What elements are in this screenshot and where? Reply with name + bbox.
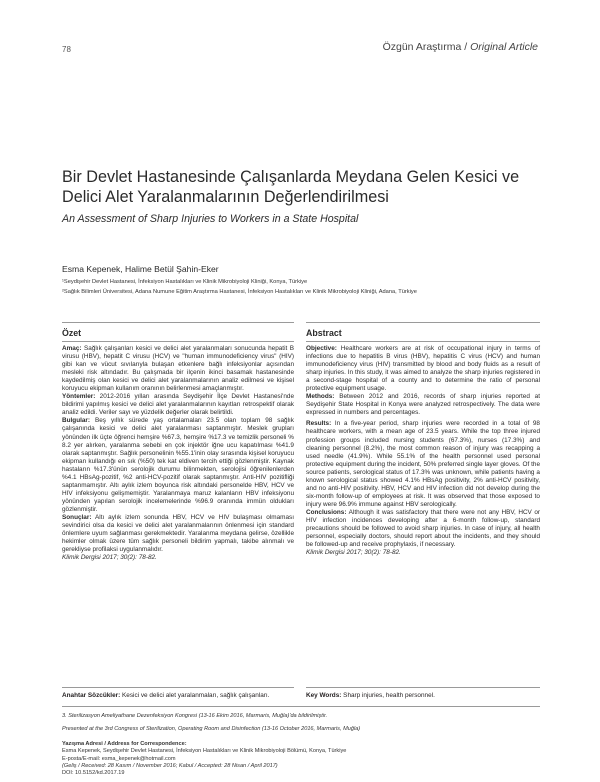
ozet-top-rule (62, 322, 294, 323)
section-text: Healthcare workers are at risk of occupational injury in terms of infections due to hepatitis B virus (HBV), hepatitis C virus (HCV) and human immunodeficiency virus (HIV) transmitted by blood and body fluids as a result of sharp injuries. In this study, it was aimed to analyze the sharp injuries registered in a second-stage hospital of a county and to determine the ratio of personal protective equipment usage. (306, 345, 540, 393)
ozet-body (62, 345, 294, 562)
section-label: Bulgular: (62, 417, 91, 425)
section-label: Results: (306, 420, 332, 428)
abstract-body (306, 345, 540, 557)
correspondence-address: Esma Kepenek, Seydişehir Devlet Hastanesi, İnfeksiyon Hastalıkları ve Klinik Mikrobiyoloji Bölümü, Konya, Türkiye (62, 748, 347, 755)
correspondence-email: E-posta/E-mail: esma_kepenek@hotmail.com (62, 755, 176, 762)
abstract-citation: Klimik Dergisi 2017; 30(2): 78-82. (306, 549, 401, 557)
section-text: Although it was satisfactory that there were not any HBV, HCV or HIV infection incidences developing after a 6-month follow-up, standard precautions should be followed to avoid sharp injuries. In case of injury, all health personnel, especially doctors, should report about the incidents, and they should be followed-up and receive prophylaxis, if necessary. (306, 508, 540, 549)
keywords-text: Sharp injuries, health personnel. (341, 692, 435, 699)
abstract-section-results (306, 420, 540, 509)
article-type-header (383, 41, 538, 53)
correspondence-block (62, 741, 542, 777)
ozet-citation: Klimik Dergisi 2017; 30(2): 78-82. (62, 554, 157, 562)
affiliation-1: ¹Seydişehir Devlet Hastanesi, İnfeksiyon Hastalıkları ve Klinik Mikrobiyoloji Kliniği, Konya, Türkiye (62, 279, 308, 285)
section-text: Sağlık çalışanları kesici ve delici alet yaralanmaları sonucunda hepatit B virusu (HBV), hepatit C virusu (HCV) ve "human immunodeficiency virus" (HIV) gibi kan ve vücut sıvılarıyla bulaşan etkenlere bağlı infeksiyonlar açısından mesleki risk altındadır. Bu çalışmada bir ilçenin ikinci basamak hastanesinde kaydedilmiş olan kesici ve delici alet yaralanmalarının analiz edilmesi ve kişisel koruyucu ekipman kullanım oranının belirlenmesi amaçlanmıştır. (62, 345, 294, 393)
ozet-section-objective (62, 345, 294, 393)
page-number: 78 (62, 45, 71, 54)
author-list: Esma Kepenek, Halime Betül Şahin-Eker (62, 264, 219, 274)
article-type-tr: Özgün Araştırma (382, 41, 462, 53)
abstract-keywords (306, 692, 540, 699)
section-label: Conclusions: (306, 508, 347, 516)
abstract-top-rule (306, 322, 540, 323)
article-type-en: Original Article (470, 41, 538, 53)
abstract-heading-rule (306, 341, 540, 342)
correspondence-label: Yazışma Adresi / Address for Correspondence: (62, 741, 187, 747)
section-text: Beş yıllık sürede yaş ortalamaları 23.5 olan toplam 98 sağlık çalışanında kesici ve delici alet yaralanması saptanmıştır. Meslek grupları yönünden ilk üçte öğrenci hemşire %67.3, hemşire %17.3 ve temizlik personeli % 8.2 yer alırken, yaralanma sebebi en çok injektör iğne ucu kapatılması %41.9 olarak saptanmıştır. Sağlık personelinin %55.1'inin olay sırasında kişisel koruyucu ekipman kullandığı en sık (%50) tek kat eldiven tercih ettiği gözlenmiştir. Kaynak hastaların %17.3'ünün serolojik durumu bilinmekten, serolojisi öğrenilenlerden %4.1 HBsAg-pozitif, %2 anti-HCV-pozitif olarak saptanmıştır. Anti-HIV pozitifliği saptanmamıştır. Altı aylık izlem boyunca risk altındaki personelde HBV, HCV ve HIV infeksiyonu gelişmemiştir. Yaralanmaya maruz kalanların HBV infeksiyonu yönünden yapılan serolojik incelemelerinde %96.9 oranında immün oldukları gözlenmiştir. (62, 417, 294, 513)
section-text: Altı aylık izlem sonunda HBV, HCV ve HIV bulaşması olmaması sevindirici olsa da kesici ve delici alet yaralanmalarının önlenmesi için standard önlemlere uyum sağlanması gerekmektedir. Yaralanma meydana gelirse, özellikle hekimler olmak üzere tüm sağlık personeli bildirim yapmalı, takibe alınmalı ve gerekliyse profilaksi uygulanmalıdır. (62, 513, 294, 554)
section-label: Methods: (306, 393, 335, 401)
abstract-section-conclusions (306, 509, 540, 549)
section-label: Yöntemler: (62, 393, 96, 401)
ozet-section-results (62, 417, 294, 514)
section-text: In a five-year period, sharp injuries were recorded in a total of 98 healthcare workers, with a mean age of 23.5 years. While the top three injured profession groups included nursing students (67.3%), nurses (17.3%) and cleaning personnel (8.2%), the most common reason of injury was recapping a used needle (41.9%). While 55.1% of the health personnel used personal protective equipment during the incident, 50% preferred single layer gloves. Of the source patients, serological status of 17.3% was unknown, while patients having a known serological status showed 4.1% HBsAg positivity, 2% anti-HCV positivity, and no anti-HIV positivity. HBV, HCV and HIV infection did not develop during the six-month follow-up of employees at risk. It was observed that those exposed to injury were 96.9% immune against HBV serologically. (306, 420, 540, 508)
footnote-tr: 3. Sterilizasyon Ameliyathane Dezenfeksiyon Kongresi (13-16 Ekim 2016, Marmaris, Muğla)'da bildirilmiştir. (62, 713, 328, 719)
section-text: 2012-2016 yılları arasında Seydişehir İlçe Devlet Hastanesi'nde bildirimi yapılmış kesici ve delici alet yaralanmalarının kayıtları retrospektif olarak analiz edildi. Veriler sayı ve yüzdelik değerler olarak belirtildi. (62, 393, 294, 417)
abstract-keywords-rule (306, 687, 540, 688)
keywords-text: Kesici ve delici alet yaralanmaları, sağlık çalışanları. (120, 692, 270, 699)
ozet-section-methods (62, 393, 294, 417)
section-text: Between 2012 and 2016, records of sharp injuries reported at Seydişehir State Hospital in Konya were analyzed retrospectively. The data were expressed in numbers and percentages. (306, 393, 540, 417)
abstract-section-objective (306, 345, 540, 393)
article-title: Bir Devlet Hastanesinde Çalışanlarda Meydana Gelen Kesici ve Delici Alet Yaralanmalarının Değerlendirilmesi (62, 168, 520, 206)
ozet-heading-rule (62, 341, 294, 342)
keywords-label: Key Words: (306, 692, 342, 699)
abstract-section-methods (306, 393, 540, 417)
ozet-keywords-rule (62, 687, 294, 688)
ozet-keywords (62, 692, 294, 699)
abstract-heading: Abstract (306, 328, 342, 338)
doi: DOI: 10.5152/kd.2017.19 (62, 770, 125, 777)
article-type-separator: / (461, 41, 471, 53)
section-label: Amaç: (62, 345, 82, 352)
affiliation-2: ²Sağlık Bilimleri Üniversitesi, Adana Numune Eğitim Araştırma Hastanesi, İnfeksiyon Hastalıkları ve Klinik Mikrobiyoloji Kliniği, Adana, Türkiye (62, 289, 417, 295)
footnote-rule (62, 706, 540, 707)
ozet-section-conclusions (62, 514, 294, 554)
received-accepted-dates: (Geliş / Received: 28 Kasım / November 2016; Kabul / Accepted: 28 Nisan / April 2017) (62, 762, 278, 769)
keywords-label: Anahtar Sözcükler: (62, 692, 121, 699)
section-label: Sonuçlar: (62, 513, 92, 521)
article-subtitle-en: An Assessment of Sharp Injuries to Workers in a State Hospital (62, 213, 359, 225)
ozet-heading: Özet (62, 328, 82, 338)
section-label: Objective: (306, 345, 337, 352)
footnote-en: Presented at the 3rd Congress of Sterilization, Operating Room and Disinfection (13-16 October 2016, Marmaris, Muğla) (62, 726, 361, 732)
